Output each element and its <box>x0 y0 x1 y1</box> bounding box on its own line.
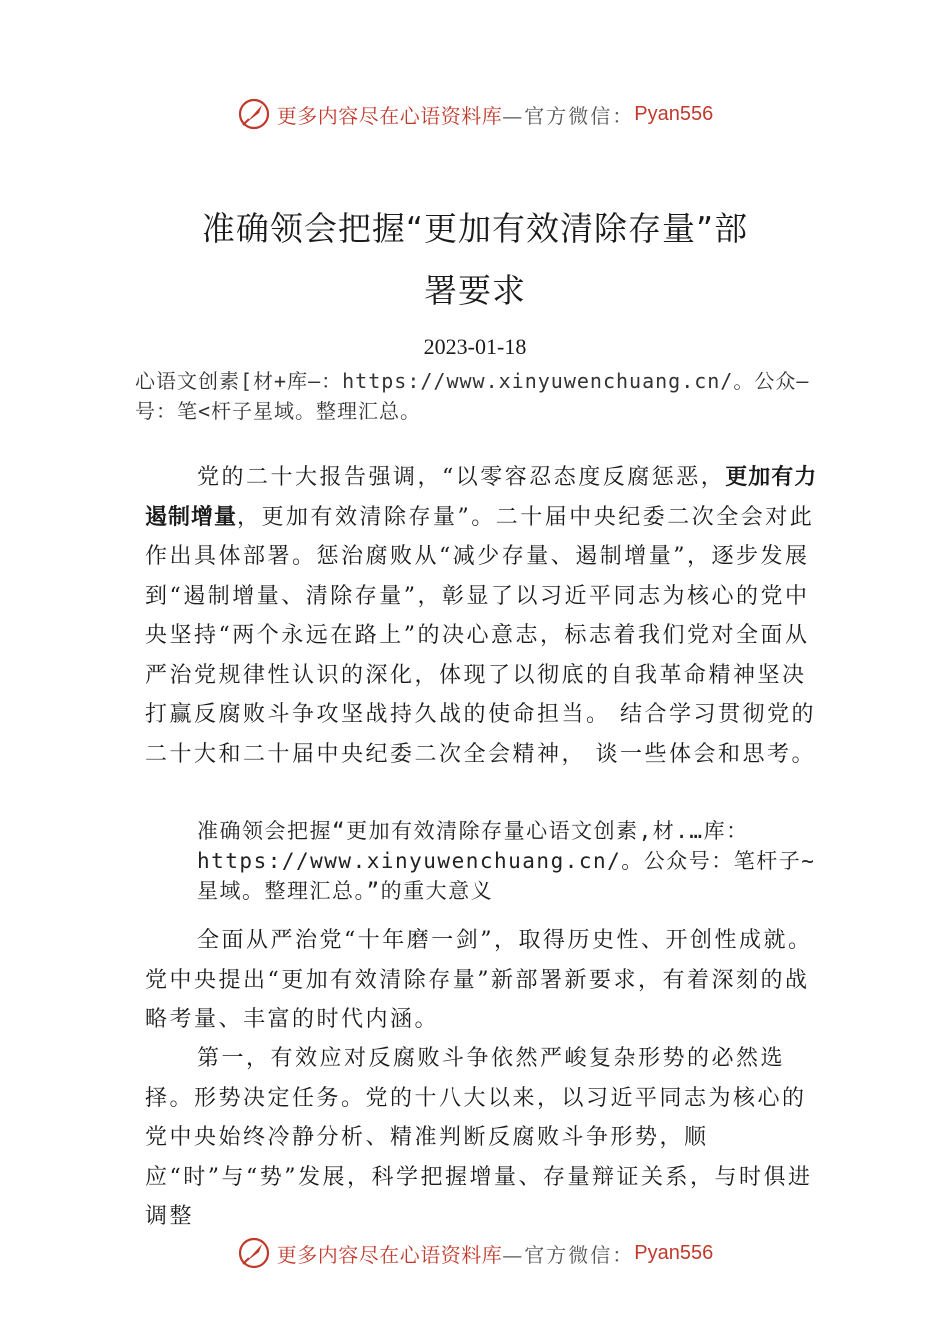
banner-wechat-id: Pyan556 <box>634 102 714 125</box>
para1-bold: 更加有力遏制增量 <box>145 465 818 530</box>
para1-pre: 党的二十大报告强调，“以零容忍态度反腐惩恶， <box>197 465 726 490</box>
header-watermark-banner <box>0 94 950 134</box>
publish-date: 2023-01-18 <box>423 334 527 359</box>
title-line-1: 准确领会把握“更加有效清除存量”部 <box>201 209 749 248</box>
banner-label: —官方微信： <box>502 1242 635 1267</box>
source-note: 心语文创素[材+库—：https://www.xinyuwenchuang.cn/。公众—号：笔<杆子星域。整理汇总。 <box>135 369 810 423</box>
title-line-2: 署要求 <box>424 271 526 310</box>
banner-text: 更多内容尽在心语资料库 <box>276 1242 503 1267</box>
page-title <box>120 198 830 322</box>
quill-logo-icon <box>237 1236 271 1270</box>
quill-logo-icon <box>237 97 271 131</box>
section-heading: 准确领会把握“更加有效清除存量心语文创素,材.…库：https://www.xinyuwenchuang.cn/。公众号：笔杆子~星域。整理汇总。”的重大意义 <box>197 819 816 903</box>
paragraph-1 <box>145 458 830 774</box>
paragraph-2: 全面从严治党“十年磨一剑”，取得历史性、开创性成就。党中央提出“更加有效清除存量”新部署新要求，有着深刻的战略考量、丰富的时代内涵。 <box>145 928 813 1032</box>
paragraph-3: 第一，有效应对反腐败斗争依然严峻复杂形势的必然选择。形势决定任务。党的十八大以来，以习近平同志为核心的党中央始终冷静分析、精准判断反腐败斗争形势，顺应“时”与“势”发展，科学把握增量、存量辩证关系，与时俱进调整 <box>145 1046 813 1229</box>
banner-label: —官方微信： <box>502 103 635 128</box>
banner-text: 更多内容尽在心语资料库 <box>276 103 503 128</box>
para1-post: ，更加有效清除存量”。二十届中央纪委二次全会对此作出具体部署。惩治腐败从“减少存量、遏制增量”，逐步发展到“遏制增量、清除存量”，彰显了以习近平同志为核心的党中央坚持“两个永远在路上”的决心意志，标志着我们党对全面从严治党规律性认识的深化，体现了以彻底的自我革命精神坚决打赢反腐败斗争攻坚战持久战的使命担当。 结合学习贯彻党的二十大和二十届中央纪委二次全会精神， 谈一些体会和思考。 <box>145 504 816 767</box>
footer-watermark-banner <box>0 1233 950 1273</box>
banner-wechat-id: Pyan556 <box>634 1241 714 1264</box>
